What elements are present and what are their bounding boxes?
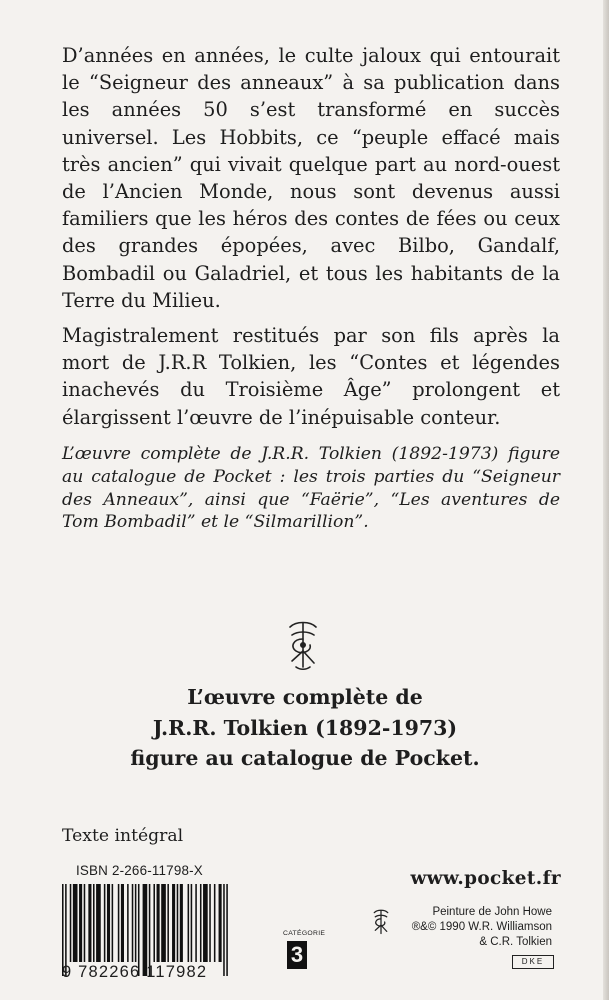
categorie-label: CATÉGORIE (283, 930, 326, 937)
page-edge (603, 0, 609, 1000)
catalogue-notice-line-3: figure au catalogue de Pocket. (130, 746, 480, 770)
catalogue-note: L’œuvre complète de J.R.R. Tolkien (1892-1973) figure au catalogue de Pocket : les trois parties du “Seigneur des Anneaux”, ainsi que “Faërie”, “Les aventures de Tom Bombadil” et le “Silmarillion”. (62, 444, 560, 533)
tolkien-monogram-small-icon (368, 906, 394, 938)
credits-line-2: ®&© 1990 W.R. Williamson (411, 920, 552, 933)
website-link[interactable]: www.pocket.fr (410, 868, 561, 889)
blurb (62, 42, 560, 431)
catalogue-notice-line-2: J.R.R. Tolkien (1892-1973) (152, 715, 458, 740)
dke-logo: DKE (512, 955, 554, 969)
illustration-credits (402, 905, 552, 949)
isbn: ISBN 2-266-11798-X (76, 863, 203, 878)
blurb-paragraph-2: Magistralement restitués par son fils après la mort de J.R.R Tolkien, les “Contes et légendes inachevés du Troisième Âge” prolongent et élargissent l’œuvre de l’inépuisable conteur. (62, 324, 560, 429)
texte-integral-label: Texte intégral (62, 826, 184, 846)
blurb-paragraph-1: D’années en années, le culte jaloux qui entourait le “Seigneur des anneaux” à sa publication dans les années 50 s’est transformé en succès universel. Les Hobbits, ce “peuple effacé mais très ancien” qui vivait quelque part au nord-ouest de l’Ancien Monde, nous sont devenus aussi familiers que les héros des contes de fées ou ceux des grandes épopées, avec Bilbo, Gandalf, Bombadil ou Galadriel, et tous les habitants de la Terre du Milieu. (62, 44, 560, 312)
barcode-digits: 9 782266 117982 (62, 963, 208, 981)
catalogue-notice (80, 682, 530, 774)
credits-line-1: Peinture de John Howe (432, 906, 552, 918)
categorie-value: 3 (287, 941, 307, 969)
credits-line-3: & C.R. Tolkien (479, 935, 552, 948)
catalogue-notice-line-1: L’œuvre complète de (187, 685, 423, 709)
tolkien-monogram-icon (278, 617, 328, 673)
